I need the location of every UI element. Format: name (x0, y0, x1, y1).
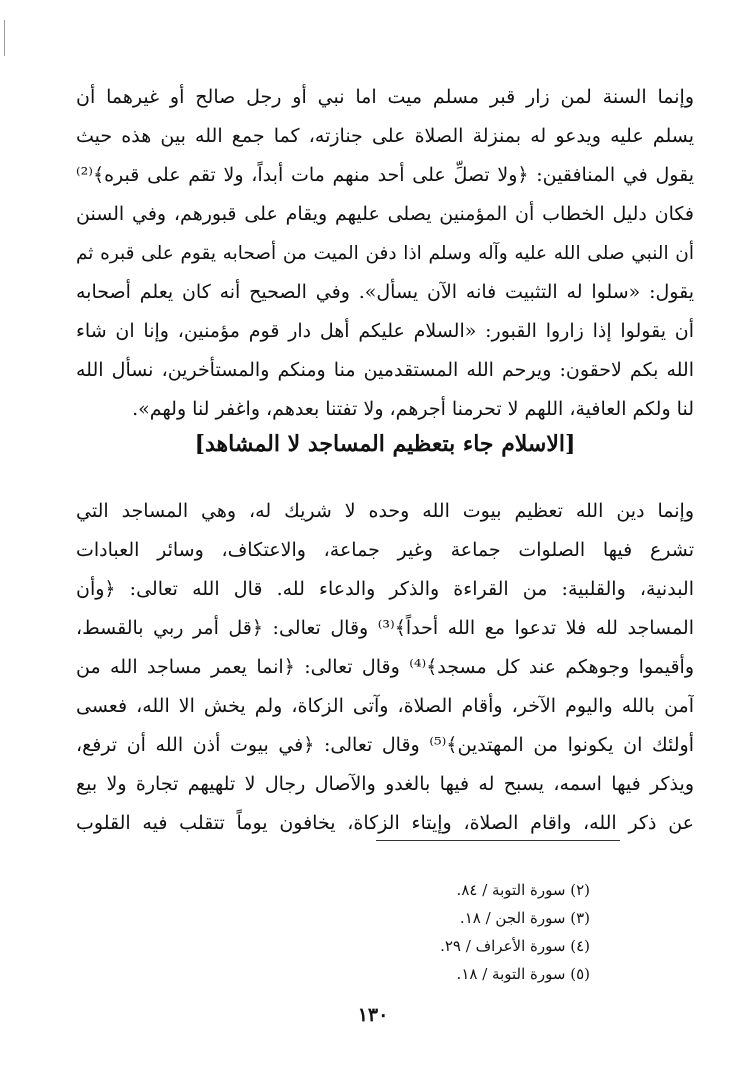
text-line: يقول: «سلوا له التثبيت فانه الآن يسأل». وفي الصحيح أنه كان يعلم أصحابه (76, 281, 694, 303)
footnote-item: (٥) سورة التوبة / ١٨. (456, 965, 590, 983)
footnotes-list (300, 876, 590, 988)
text-line: الله بكم لاحقون: ويرحم الله المستقدمين منا ومنكم والمستأخرين، نسأل الله (76, 359, 694, 381)
text-line: وإنما دين الله تعظيم بيوت الله وحده لا شريك له، وهي المساجد التي (76, 500, 694, 522)
text-line: عن ذكر الله، واقام الصلاة، وإيتاء الزكاة، يخافون يوماً تتقلب فيه القلوب (76, 812, 694, 834)
text-line: وأقيموا وجوهكم عند كل مسجد﴾⁽⁴⁾ وقال تعالى: ﴿انما يعمر مساجد الله من (76, 656, 694, 678)
footnote-item: (٢) سورة التوبة / ٨٤. (456, 881, 590, 899)
text-line: فكان دليل الخطاب أن المؤمنين يصلى عليهم ويقام على قبورهم، وفي السنن (76, 203, 694, 225)
footnote-item: (٤) سورة الأعراف / ٢٩. (440, 937, 590, 955)
paragraph-1 (76, 78, 694, 429)
footnote-separator (376, 840, 620, 841)
text-line: أن يقولوا إذا زاروا القبور: «السلام عليكم أهل دار قوم مؤمنين، وإنا ان شاء (76, 320, 694, 342)
section-heading: [الاسلام جاء بتعظيم المساجد لا المشاهد] (194, 431, 576, 457)
text-line: لنا ولكم العافية، اللهم لا تحرمنا أجرهم، ولا تفتنا بعدهم، واغفر لنا ولهم». (132, 398, 694, 420)
text-line: وإنما السنة لمن زار قبر مسلم ميت اما نبي أو رجل صالح أو غيرهما أن (76, 86, 694, 108)
text-line: المساجد لله فلا تدعوا مع الله أحداً﴾⁽³⁾ وقال تعالى: ﴿قل أمر ربي بالقسط، (76, 617, 694, 639)
footnote-item: (٣) سورة الجن / ١٨. (459, 909, 590, 927)
text-line: أن النبي صلى الله عليه وآله وسلم اذا دفن الميت من أصحابه يقوم على قبره ثم (76, 243, 694, 264)
text-line: ويذكر فيها اسمه، يسبح له فيها بالغدو والآصال رجال لا تلهيهم تجارة ولا بيع (76, 773, 694, 795)
page-number: ١٣٠ (357, 1004, 389, 1026)
paragraph-2 (76, 492, 694, 843)
text-line: آمن بالله واليوم الآخر، وأقام الصلاة، وآتى الزكاة، ولم يخش الا الله، فعسى (76, 695, 694, 717)
text-line: أولئك ان يكونوا من المهتدين﴾⁽⁵⁾ وقال تعالى: ﴿في بيوت أذن الله أن ترفع، (76, 734, 694, 756)
text-line: البدنية، والقلبية: من القراءة والذكر والدعاء لله. قال الله تعالى: ﴿وأن (76, 578, 694, 600)
text-line: يقول في المنافقين: ﴿ولا تصلِّ على أحد منهم مات أبداً، ولا تقم على قبره﴾⁽²⁾ (76, 164, 694, 186)
page-edge-mark (4, 20, 5, 56)
text-line: تشرع فيها الصلوات جماعة وغير جماعة، والاعتكاف، وسائر العبادات (76, 539, 694, 561)
text-line: يسلم عليه ويدعو له بمنزلة الصلاة على جنازته، كما جمع الله بين هذه حيث (76, 125, 694, 147)
